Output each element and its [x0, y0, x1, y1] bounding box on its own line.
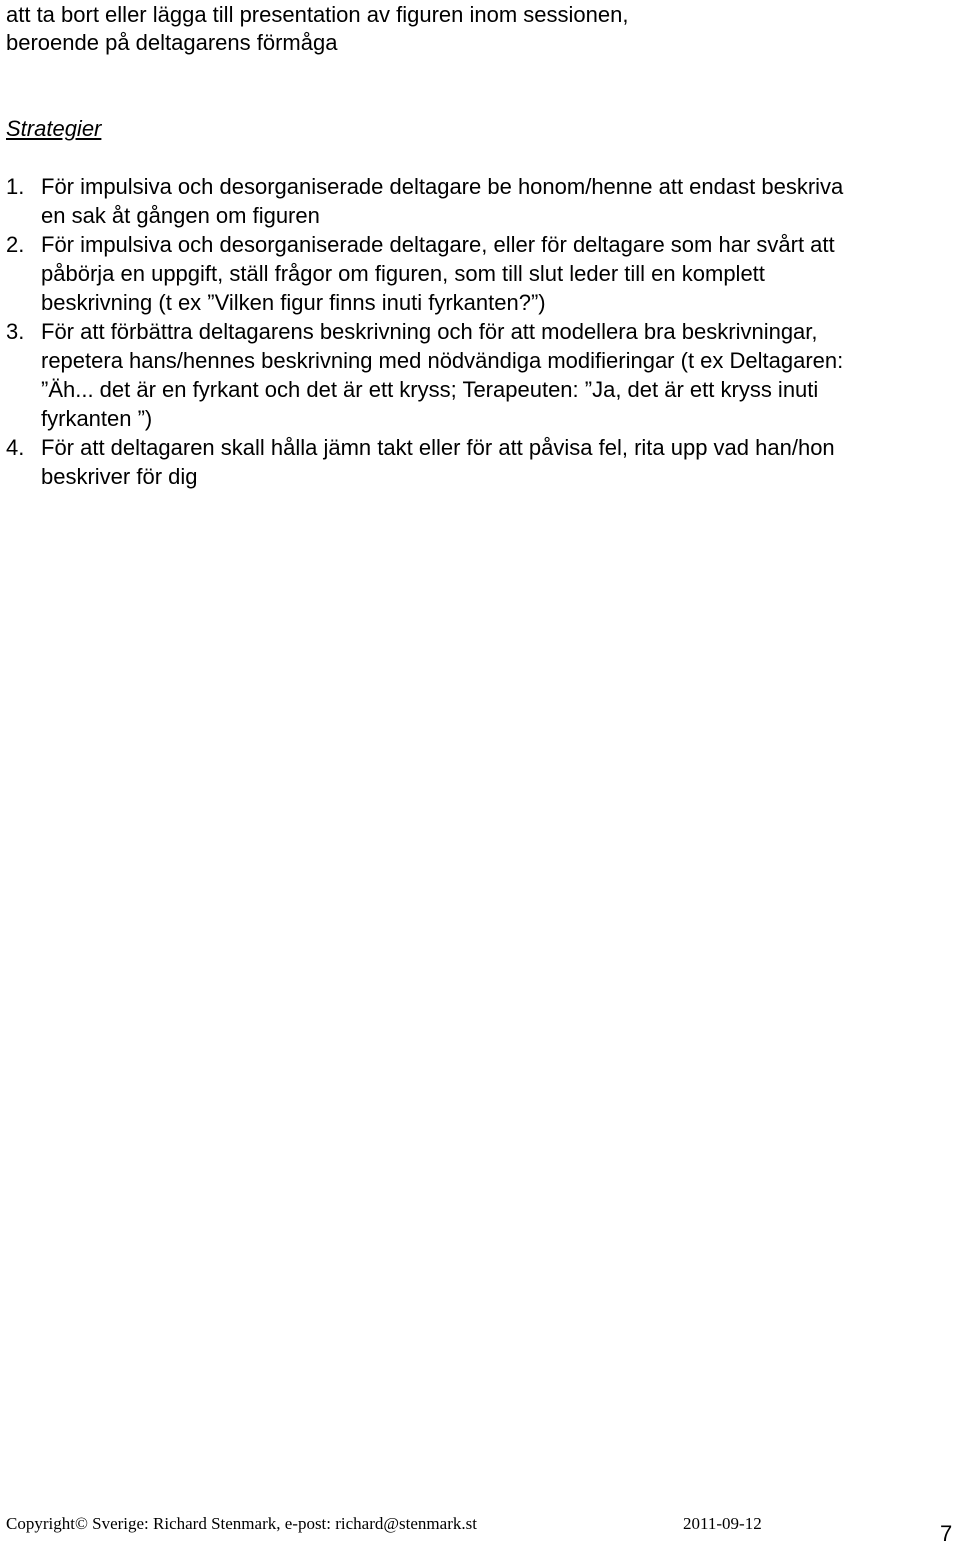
strategy-text: För impulsiva och desorganiserade deltagare, eller för deltagare som har svårt att påbörja en uppgift, ställ frågor om figuren, som till slut leder till en komplett beskrivning (t ex ”Vilken figur finns inuti fyrkanten?”) [41, 232, 835, 315]
strategy-text: För impulsiva och desorganiserade deltagare be honom/henne att endast beskriva en sak åt gången om figuren [41, 174, 844, 228]
strategy-number: 4. [6, 435, 25, 460]
strategy-item-3 [0, 317, 960, 433]
intro-line-2: beroende på deltagarens förmåga [6, 30, 338, 55]
intro-line-1: att ta bort eller lägga till presentation av figuren inom sessionen, [6, 2, 629, 27]
strategy-number: 2. [6, 232, 25, 257]
strategy-item-1 [0, 172, 960, 230]
strategy-item-2 [0, 230, 960, 317]
page-number: 7 [940, 1521, 953, 1546]
strategy-item-4 [0, 433, 960, 491]
strategy-number: 1. [6, 174, 25, 199]
footer-date: 2011-09-12 [683, 1514, 762, 1533]
strategy-number: 3. [6, 319, 25, 344]
strategy-text: För att förbättra deltagarens beskrivning och för att modellera bra beskrivningar, repetera hans/hennes beskrivning med nödvändiga modifieringar (t ex Deltagaren: ”Äh... det är en fyrkant och det är ett kryss; Terapeuten: ”Ja, det är ett kryss inuti fyrkanten ”) [41, 319, 844, 431]
strategy-list [0, 172, 960, 491]
strategy-text: För att deltagaren skall hålla jämn takt eller för att påvisa fel, rita upp vad han/hon beskriver för dig [41, 435, 835, 489]
section-heading: Strategier [6, 116, 102, 141]
footer-copyright: Copyright© Sverige: Richard Stenmark, e-post: richard@stenmark.st [6, 1514, 477, 1533]
